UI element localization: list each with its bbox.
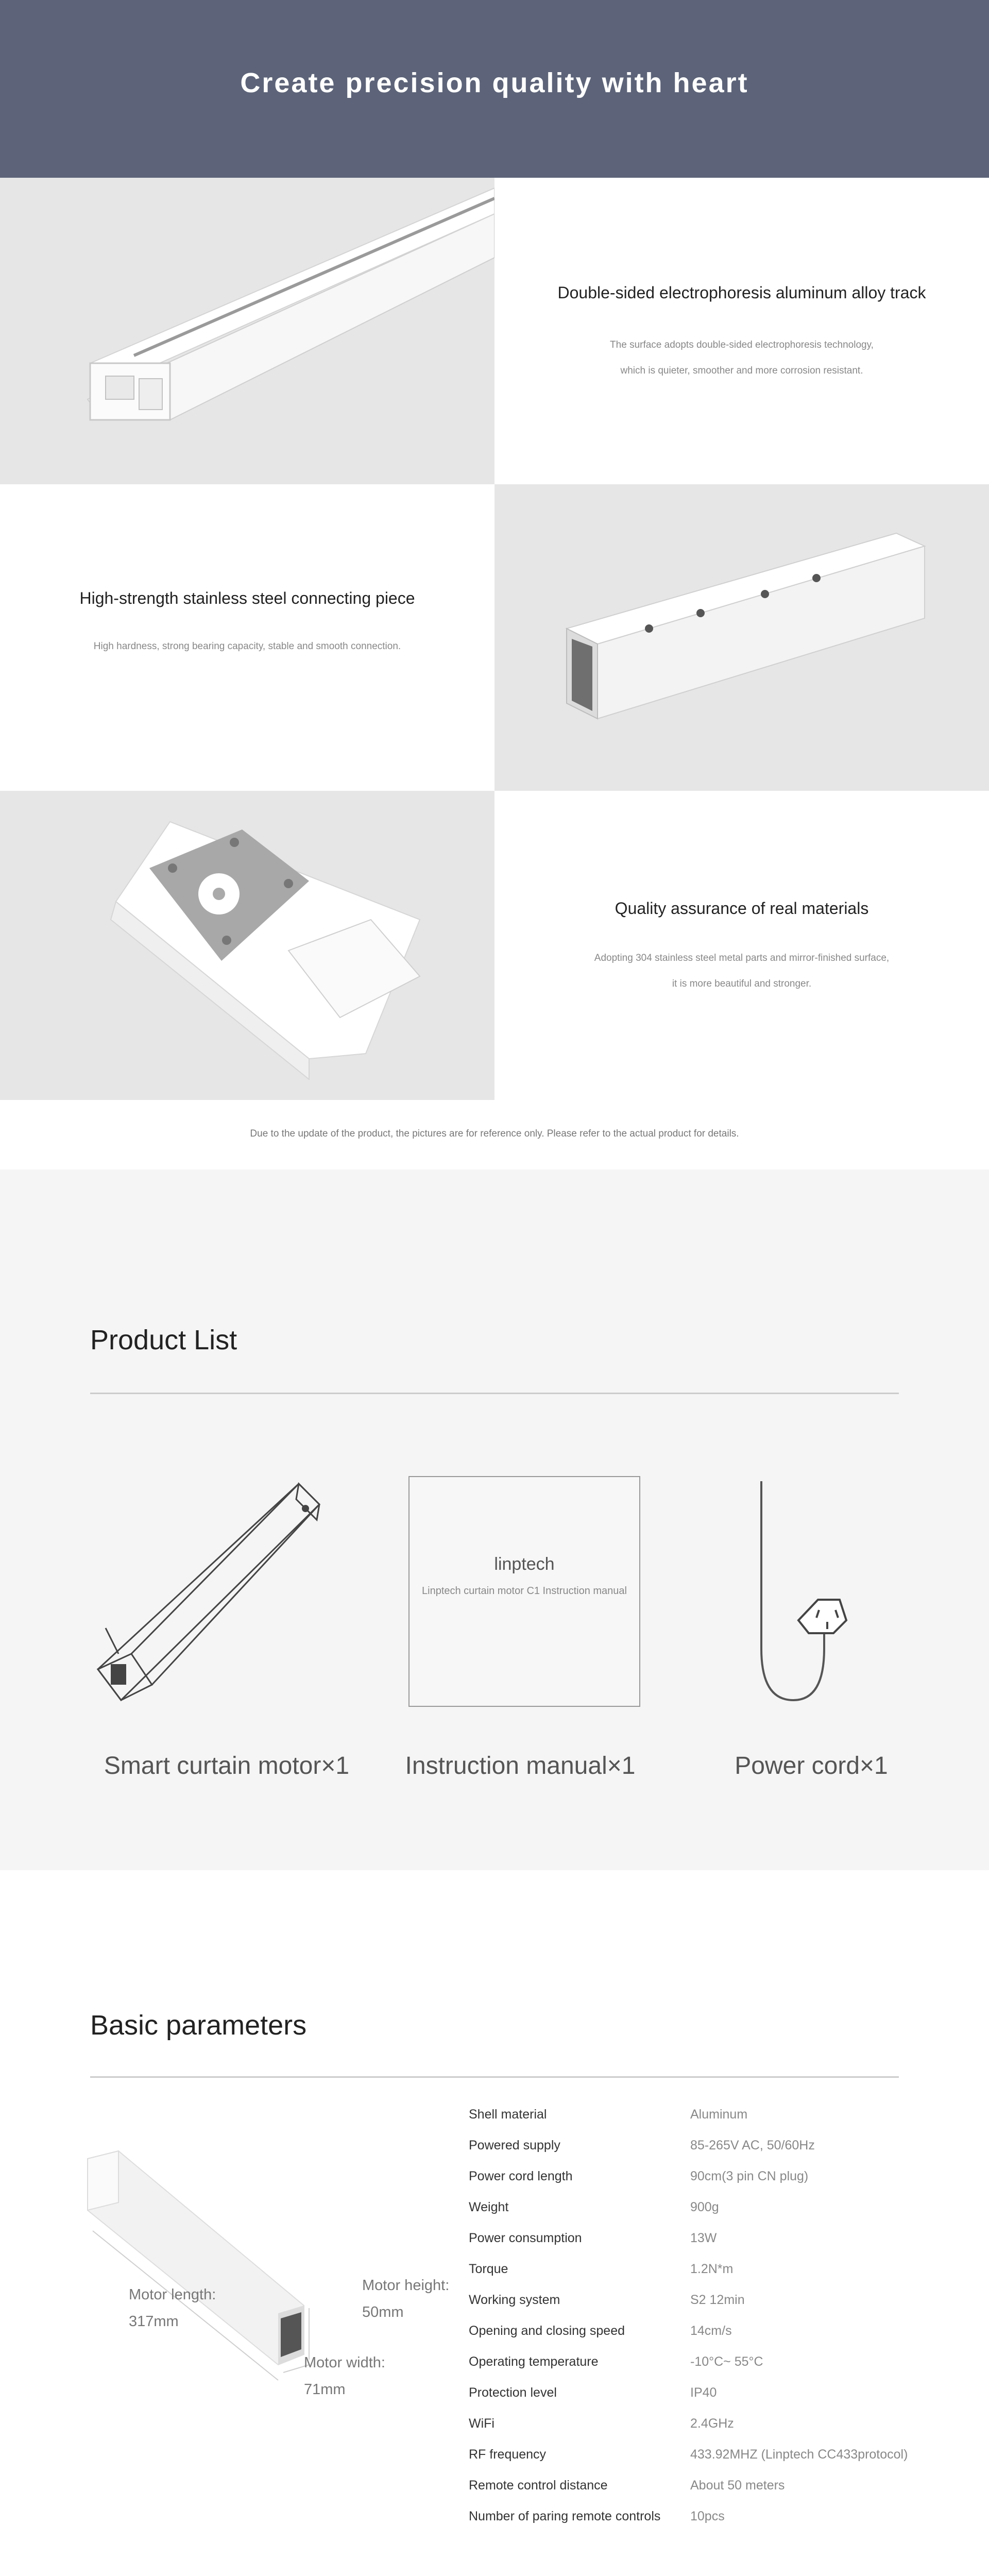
product-item-label: Power cord×1 <box>735 1752 888 1780</box>
dimension-label: Motor length: <box>129 2286 216 2303</box>
parameter-row <box>469 2354 989 2385</box>
connector-image-panel <box>494 484 989 791</box>
parameter-key: Number of paring remote controls <box>469 2509 661 2523</box>
parameter-value: 10pcs <box>690 2509 725 2523</box>
product-list-title: Product List <box>90 1325 237 1355</box>
feature-desc-line: The surface adopts double-sided electrophoresis technology, <box>610 340 874 350</box>
parameter-value: 1.2N*m <box>690 2262 734 2276</box>
parameter-key: Powered supply <box>469 2138 560 2153</box>
parameter-key: RF frequency <box>469 2447 547 2462</box>
dimension-label: Motor width: <box>304 2354 385 2371</box>
dimension-value: 50mm <box>362 2304 404 2320</box>
divider <box>90 2076 899 2078</box>
parameter-key: Operating temperature <box>469 2354 599 2369</box>
parameter-row <box>469 2385 989 2416</box>
parameter-row <box>469 2231 989 2262</box>
parameter-key: Power cord length <box>469 2169 573 2183</box>
dimension-value: 317mm <box>129 2313 179 2330</box>
feature-title: Double-sided electrophoresis aluminum alloy track <box>557 283 926 302</box>
power-cord-illustration <box>742 1479 855 1705</box>
parameter-row <box>469 2107 989 2138</box>
parameter-row <box>469 2416 989 2447</box>
connector-text-panel <box>0 484 494 791</box>
parameter-value: 433.92MHZ (Linptech CC433protocol) <box>690 2447 908 2462</box>
parameter-row <box>469 2478 989 2509</box>
feature-title: Quality assurance of real materials <box>615 899 869 918</box>
material-image-panel <box>0 791 494 1100</box>
dimension-label: Motor height: <box>362 2277 450 2294</box>
parameter-key: Shell material <box>469 2107 547 2122</box>
hero-title: Create precision quality with heart <box>240 67 749 98</box>
feature-desc <box>494 945 989 997</box>
stainless-connector-image <box>494 484 989 791</box>
parameter-value: IP40 <box>690 2385 717 2400</box>
parameter-row <box>469 2509 989 2540</box>
feature-desc-line: High hardness, strong bearing capacity, stable and smooth connection. <box>93 641 401 652</box>
parameter-value: 2.4GHz <box>690 2416 734 2431</box>
feature-desc-line: which is quieter, smoother and more corrosion resistant. <box>620 365 863 376</box>
aluminum-track-image <box>0 178 494 484</box>
parameter-key: Remote control distance <box>469 2478 608 2493</box>
dimension-value: 71mm <box>304 2381 346 2398</box>
motor-illustration <box>90 1479 332 1716</box>
parameter-key: Working system <box>469 2293 560 2307</box>
parameter-key: WiFi <box>469 2416 494 2431</box>
parameter-value: -10°C~ 55°C <box>690 2354 763 2369</box>
parameter-value: About 50 meters <box>690 2478 785 2493</box>
motor-head-image <box>0 791 494 1100</box>
parameter-key: Torque <box>469 2262 508 2276</box>
feature-title: High-strength stainless steel connecting piece <box>79 589 415 607</box>
manual-text: Linptech curtain motor C1 Instruction manual <box>422 1585 627 1597</box>
feature-desc <box>494 332 989 384</box>
parameter-key: Protection level <box>469 2385 557 2400</box>
parameter-value: 900g <box>690 2200 719 2214</box>
parameter-row <box>469 2293 989 2324</box>
parameter-row <box>469 2138 989 2169</box>
parameter-row <box>469 2262 989 2293</box>
product-item-label: Instruction manual×1 <box>405 1752 636 1780</box>
parameter-row <box>469 2324 989 2354</box>
parameter-value: Aluminum <box>690 2107 748 2122</box>
track-image-panel <box>0 178 494 484</box>
motor-length <box>129 2281 216 2335</box>
instruction-manual-illustration <box>408 1476 640 1707</box>
parameter-row <box>469 2200 989 2231</box>
product-item-label: Smart curtain motor×1 <box>104 1752 350 1780</box>
manual-logo: linptech <box>494 1554 555 1574</box>
parameter-value: S2 12min <box>690 2293 745 2307</box>
feature-desc-line: it is more beautiful and stronger. <box>672 978 812 989</box>
parameter-row <box>469 2447 989 2478</box>
parameter-key: Power consumption <box>469 2231 582 2245</box>
feature-desc-line: Adopting 304 stainless steel metal parts and mirror-finished surface, <box>594 953 890 963</box>
parameter-value: 85-265V AC, 50/60Hz <box>690 2138 815 2153</box>
divider <box>90 1393 899 1394</box>
parameter-value: 13W <box>690 2231 717 2245</box>
motor-height <box>362 2272 449 2326</box>
parameter-value: 90cm(3 pin CN plug) <box>690 2169 809 2183</box>
parameter-key: Weight <box>469 2200 509 2214</box>
parameter-key: Opening and closing speed <box>469 2324 625 2338</box>
motor-width <box>304 2349 385 2403</box>
parameters-title: Basic parameters <box>90 2010 307 2041</box>
reference-note: Due to the update of the product, the pictures are for reference only. Please refer to the actual product for details. <box>250 1128 739 1139</box>
parameter-row <box>469 2169 989 2200</box>
material-text-panel <box>494 791 989 1100</box>
track-text-panel <box>494 178 989 484</box>
feature-desc <box>0 634 494 659</box>
parameter-value: 14cm/s <box>690 2324 732 2338</box>
